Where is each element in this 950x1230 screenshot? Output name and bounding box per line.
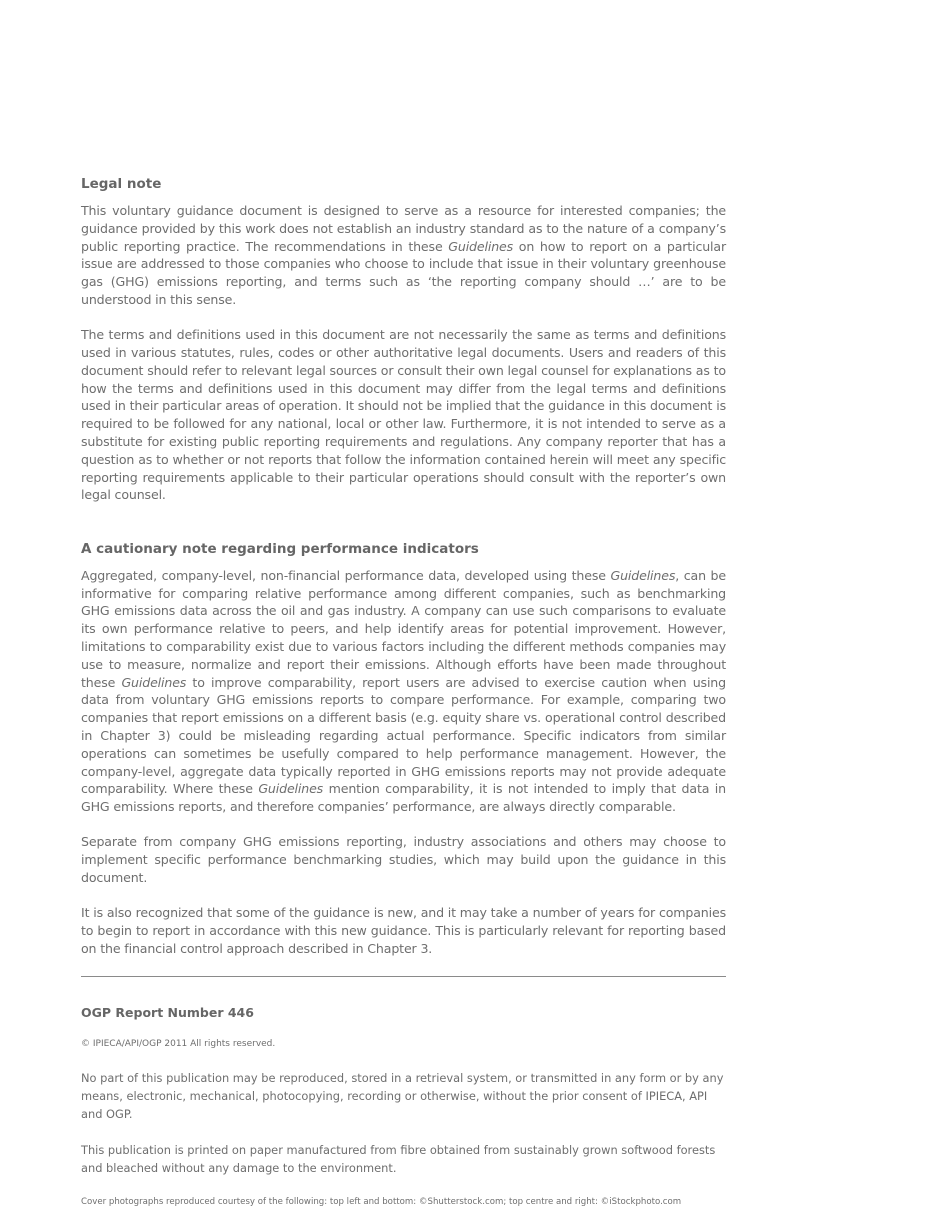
paper-notice: This publication is printed on paper manufactured from fibre obtained from sustainably grown softwood forests and bleached without any damage to the environment. <box>81 1142 716 1175</box>
report-number: OGP Report Number 446 <box>81 1004 254 1020</box>
photo-credits: Cover photographs reproduced courtesy of the following: top left and bottom: ©Shutterstock.com; top centre and right: ©iStockphoto.com <box>81 1196 682 1207</box>
cautionary-p1-guidelines-2: Guidelines <box>121 674 187 690</box>
legal-note-p1-text-a: This voluntary guidance document is designed to serve as a resource for interested companies; the guidance provided by this work does not establish an industry standard as to the nature of a company’s public reporting practice. The recommendations in these <box>81 203 726 254</box>
legal-note-paragraph-2: The terms and definitions used in this document are not necessarily the same as terms and definitions used in various statutes, rules, codes or other authoritative legal documents. Users and readers of this document should refer to relevant legal sources or consult their own legal counsel for explanations as to how the terms and definitions used in this document may differ from the legal terms and definitions used in their particular areas of operation. It should not be implied that the guidance in this document is required to be followed for any national, local or other law. Furthermore, it is not intended to serve as a substitute for existing public reporting requirements and regulations. Any company reporter that has a question as to whether or not reports that follow the information contained herein will meet any specific reporting requirements applicable to their particular operations should consult with the reporter’s own legal counsel. <box>81 327 726 503</box>
cautionary-p1-guidelines-1: Guidelines <box>610 567 676 583</box>
legal-note-paragraph-1 <box>81 202 726 309</box>
reproduction-notice: No part of this publication may be reproduced, stored in a retrieval system, or transmitted in any form or by any means, electronic, mechanical, photocopying, recording or otherwise, without the prior consent of IPIECA, API and OGP. <box>81 1070 724 1121</box>
legal-note-p1-text-b: on how to report on a particular issue are addressed to those companies who choose to include that issue in their voluntary greenhouse gas (GHG) emissions reporting, and terms such as ‘the reporting company should …’ are to be understood in this sense. <box>81 238 726 307</box>
cautionary-note-section <box>81 539 726 958</box>
cautionary-p1-text-b: , can be informative for comparing relative performance among different companies, such as benchmarking GHG emissions data across the oil and gas industry. A company can use such comparisons to evaluate its own performance relative to peers, and help identify areas for potential improvement. However, limitations to comparability exist due to various factors including the different methods companies may use to measure, normalize and report their emissions. Although efforts have been made throughout these <box>81 567 726 690</box>
cautionary-p1-text-c: to improve comparability, report users are advised to exercise caution when using data from voluntary GHG emissions reports to compare performance. For example, comparing two companies that report emissions on a different basis (e.g. equity share vs. operational control described in Chapter 3) could be misleading regarding actual performance. Specific indicators from similar operations can sometimes be usefully compared to help performance management. However, the company-level, aggregate data typically reported in GHG emissions reports may not provide adequate comparability. Where these <box>81 674 726 797</box>
cautionary-note-paragraph-3: It is also recognized that some of the guidance is new, and it may take a number of years for companies to begin to report in accordance with this new guidance. This is particularly relevant for reporting based on the financial control approach described in Chapter 3. <box>81 905 726 956</box>
document-page <box>81 174 726 1209</box>
cautionary-p1-text-d: mention comparability, it is not intended to imply that data in GHG emissions reports, and therefore companies’ performance, are always directly comparable. <box>81 781 726 815</box>
legal-note-section <box>81 174 726 504</box>
footer-divider <box>81 976 726 977</box>
cautionary-p1-guidelines-3: Guidelines <box>258 781 324 797</box>
legal-note-heading: Legal note <box>81 176 162 192</box>
cautionary-note-paragraph-2: Separate from company GHG emissions reporting, industry associations and others may choose to implement specific performance benchmarking studies, which may build upon the guidance in this document. <box>81 834 726 885</box>
cautionary-p1-text-a: Aggregated, company-level, non-financial performance data, developed using these <box>81 567 611 583</box>
copyright-notice: © IPIECA/API/OGP 2011 All rights reserved. <box>81 1038 276 1049</box>
cautionary-note-heading: A cautionary note regarding performance indicators <box>81 540 479 557</box>
cautionary-note-paragraph-1 <box>81 567 726 816</box>
section-spacer <box>81 522 726 539</box>
legal-note-p1-guidelines: Guidelines <box>448 238 514 254</box>
publication-footer <box>81 1004 726 1209</box>
